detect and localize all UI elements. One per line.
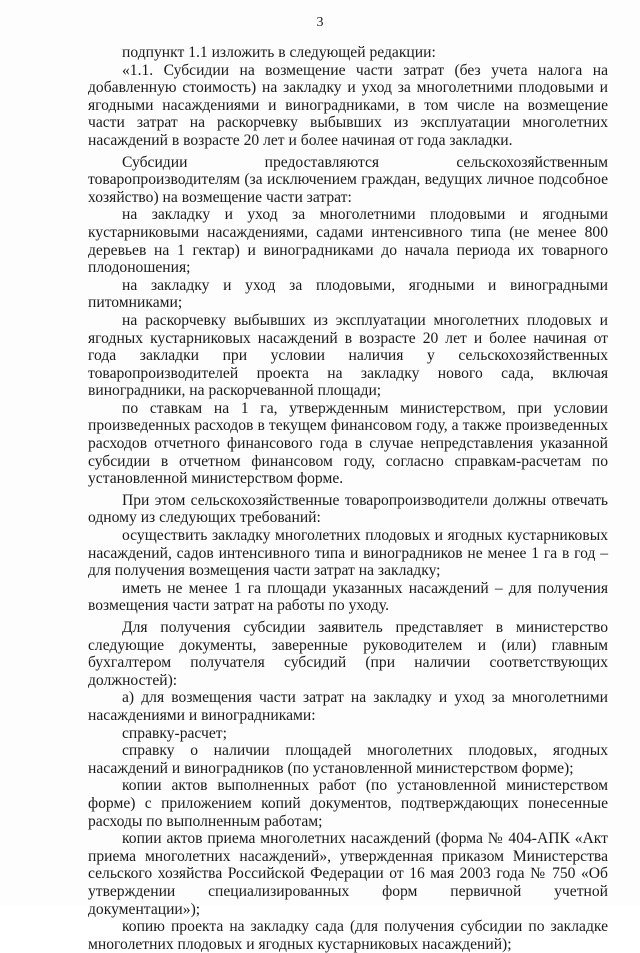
paragraph: копии актов выполненных работ (по установленной министерством форме) с приложением копий документов, подтверждающих понесенные расходы по выполненным работам;: [88, 777, 608, 830]
paragraph: Для получения субсидии заявитель представляет в министерство следующие документы, заверенные руководителем и (или) главным бухгалтером получателя субсидий (при наличии соответствующих должностей):: [88, 619, 608, 689]
paragraph: по ставкам на 1 га, утвержденным министерством, при условии произведенных расходов в текущем финансовом году, а также произведенных расходов отчетного финансового года в случае непредставления указанной субсидии в отчетном финансовом году, согласно справкам-расчетам по установленной министерством форме.: [88, 399, 608, 488]
paragraph: Субсидии предоставляются сельскохозяйственным товаропроизводителям (за исключением граждан, ведущих личное подсобное хозяйство) на возмещение части затрат:: [88, 153, 608, 206]
paragraph: а) для возмещения части затрат на закладку и уход за многолетними насаждениями и виноградниками:: [88, 689, 608, 724]
paragraph: справку о наличии площадей многолетних плодовых, ягодных насаждений и виноградников (по установленной министерством форме);: [88, 742, 608, 777]
paragraph: «1.1. Субсидии на возмещение части затрат (без учета налога на добавленную стоимость) на закладку и уход за многолетними плодовыми и ягодными насаждениями и виноградниками, в том числе на возмещение части затрат на раскорчевку выбывших из эксплуатации многолетних насаждений в возрасте 20 лет и более начиная от года закладки.: [88, 61, 608, 149]
paragraph: на закладку и уход за многолетними плодовыми и ягодными кустарниковыми насаждениями, садами интенсивного типа (не менее 800 деревьев на 1 гектар) и виноградниками до начала периода их товарного плодоношения;: [88, 206, 608, 277]
paragraph: справку-расчет;: [122, 724, 227, 742]
paragraph: При этом сельскохозяйственные товаропроизводители должны отвечать одному из следующих требований:: [88, 491, 608, 527]
paragraph: копию проекта на закладку сада (для получения субсидии по закладке многолетних плодовых и ягодных кустарниковых насаждений);: [88, 918, 608, 953]
paragraph: копии актов приема многолетних насаждений (форма № 404-АПК «Акт приема многолетних насаждений», утвержденная приказом Министерства сельского хозяйства Российской Федерации от 16 мая 2003 года № 750 «Об утверждении специализированных форм первичной учетной документации»);: [88, 830, 608, 918]
paragraph: на закладку и уход за плодовыми, ягодными и виноградными питомниками;: [88, 276, 608, 312]
paragraph: подпункт 1.1 изложить в следующей редакции:: [122, 44, 436, 61]
paragraph: на раскорчевку выбывших из эксплуатации многолетних плодовых и ягодных кустарниковых насаждений в возрасте 20 лет и более начиная от года закладки при условии наличия у сельскохозяйственных товаропроизводителей проекта на закладку нового сада, включая виноградники, на раскорчеванной площади;: [88, 311, 608, 400]
document-body: [88, 44, 608, 953]
page-number: 3: [316, 15, 324, 30]
paragraph: иметь не менее 1 га площади указанных насаждений – для получения возмещения части затрат на работы по уходу.: [88, 579, 608, 615]
paragraph: осуществить закладку многолетних плодовых и ягодных кустарниковых насаждений, садов интенсивного типа и виноградников не менее 1 га в год – для получения возмещения части затрат на закладку;: [88, 527, 608, 580]
